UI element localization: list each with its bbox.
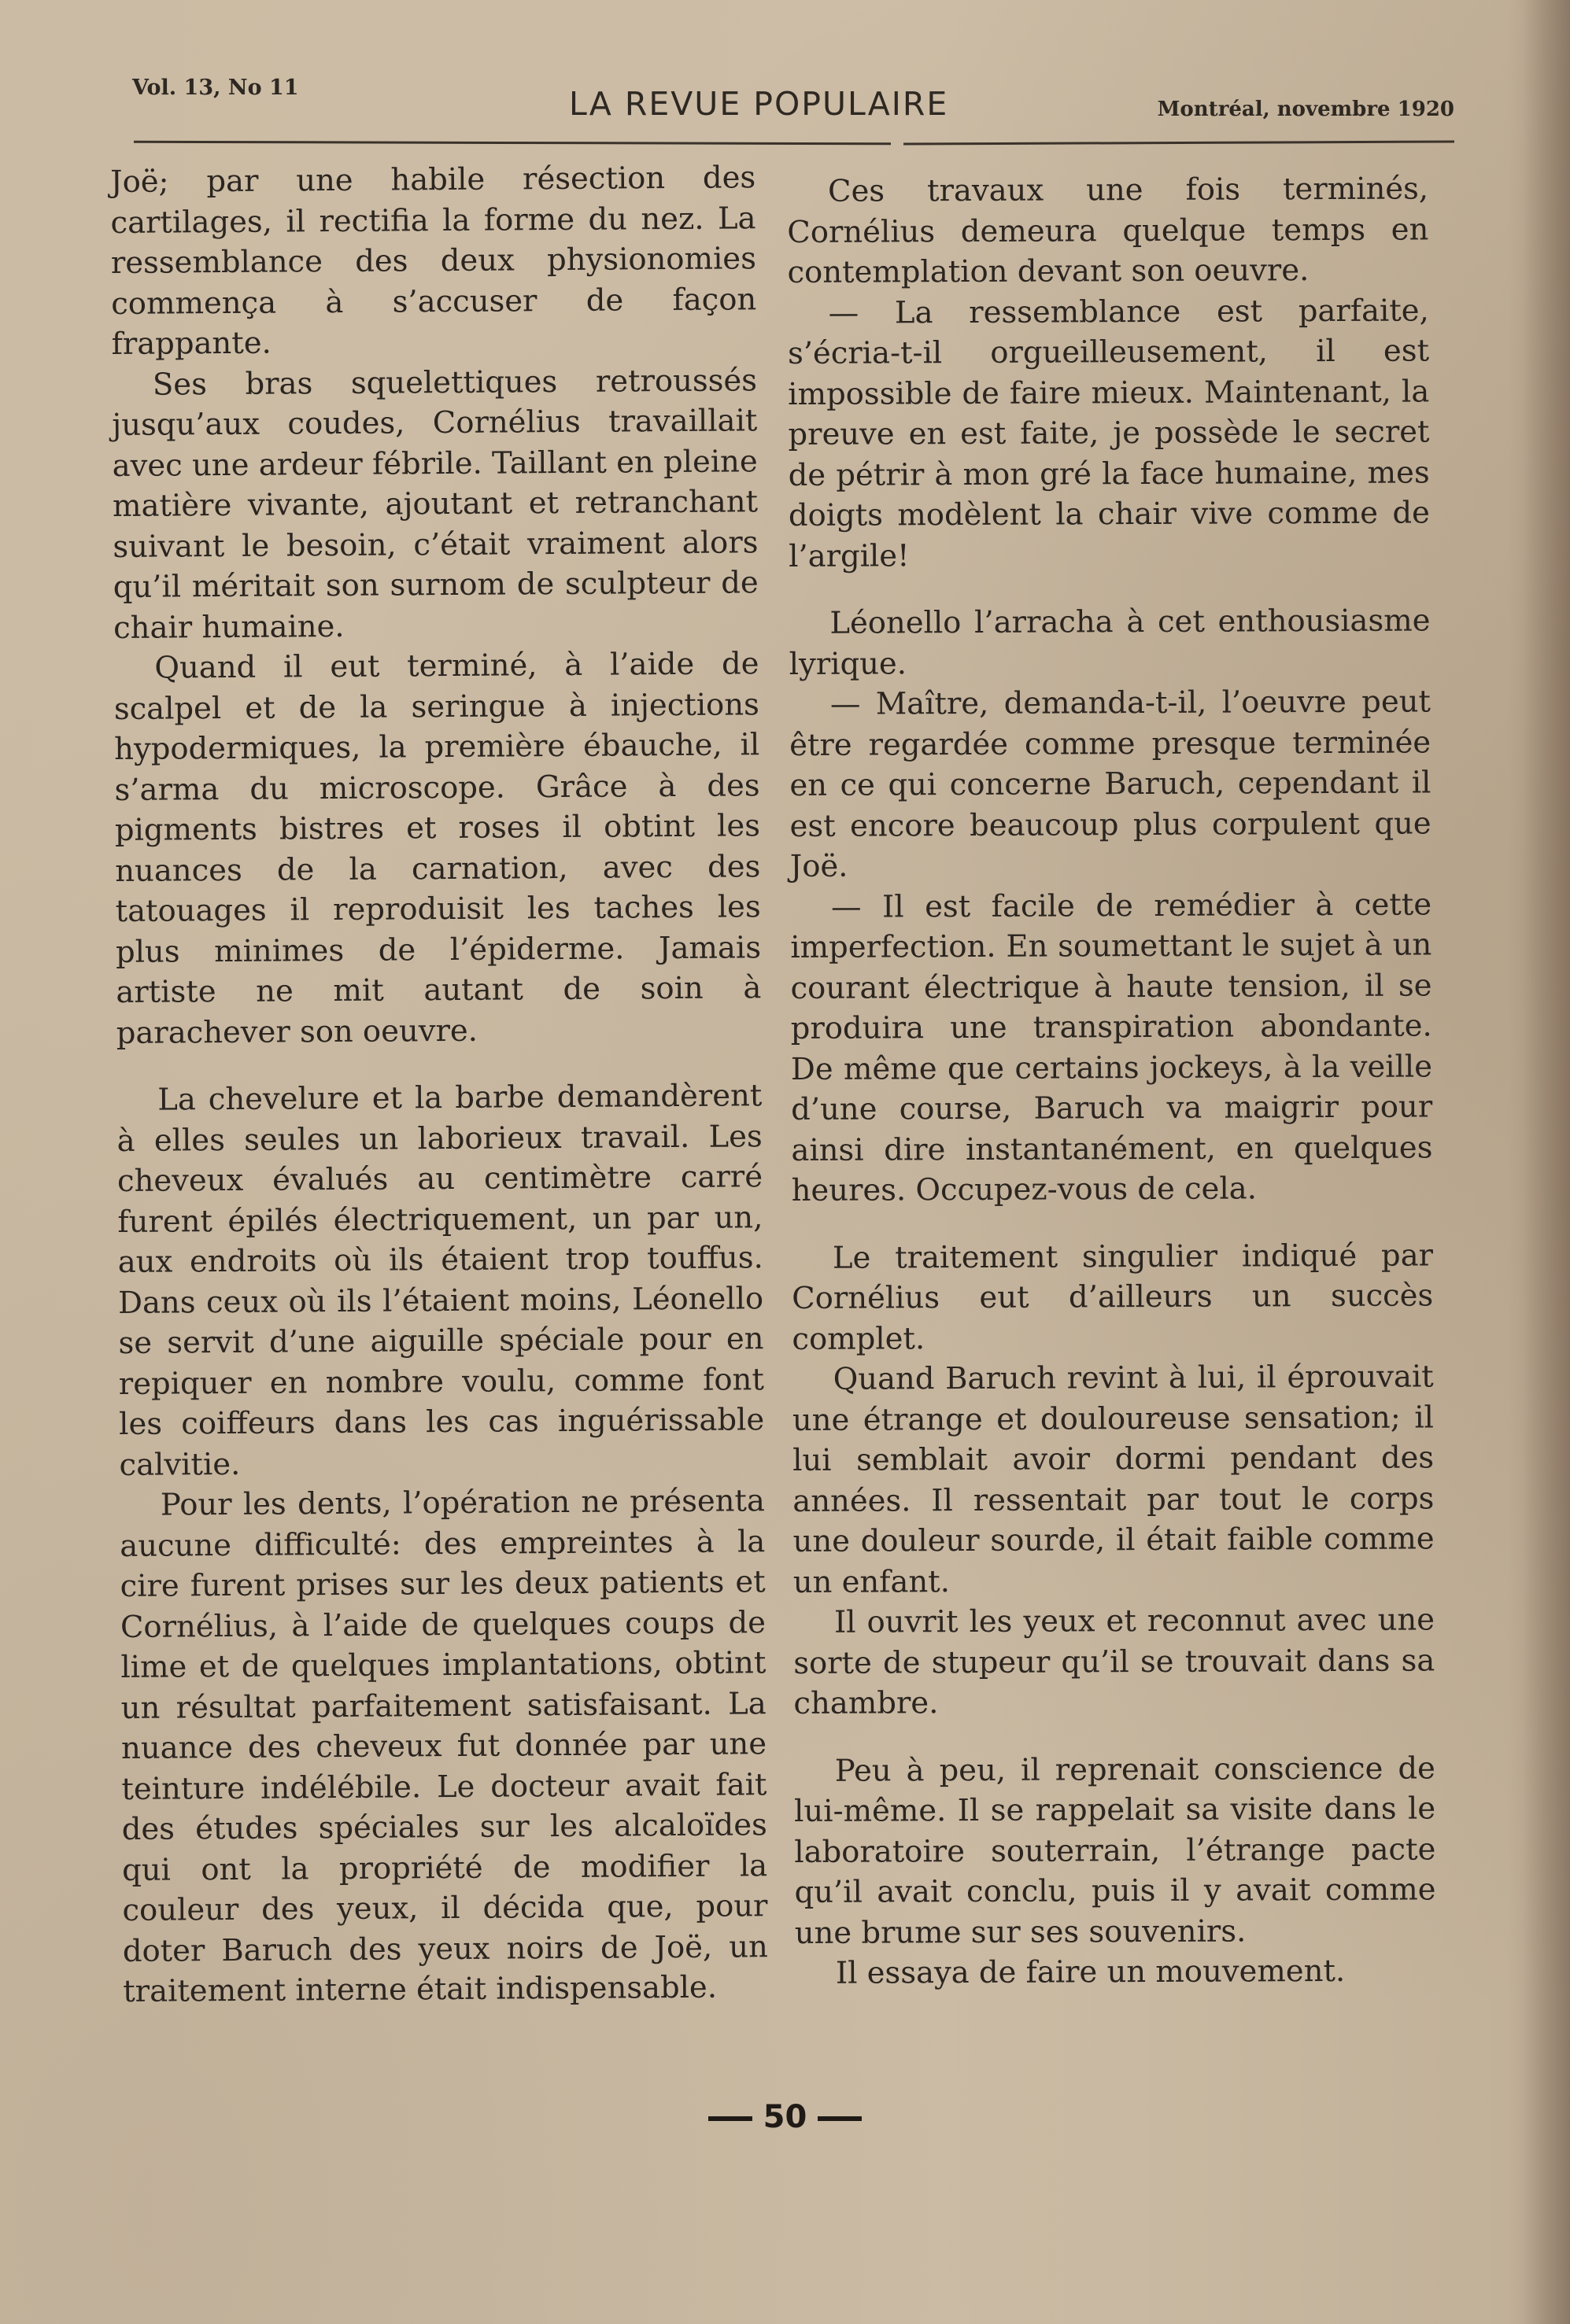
paragraph: Peu à peu, il reprenait conscience de lui-même. Il se rappelait sa visite dans le laboratoire souterrain, l’étrange pacte qu’il avait conclu, puis il y avait comme une brume sur ses souvenirs. — [793, 1750, 1436, 1951]
paragraph: Quand Baruch revint à lui, il éprouvait une étrange et douloureuse sensation; il lui semblait avoir dormi pendant des années. Il ressentait par tout le corps une douleur sourde, il était faible comme un enfant. — [792, 1359, 1435, 1600]
paragraph: Quand il eut terminé, à l’aide de scalpel et de la seringue à injections hypodermiques, la première ébauche, il s’arma du microscope. Grâce à des pigments bistres et roses il obtint les nuances de la carnation, avec des tatouages il reproduisit les taches les plus minimes de l’épiderme. Jamais artiste ne mit autant de soin à parachever son oeuvre. — [113, 646, 762, 1051]
folio-dash-left — [708, 2116, 752, 2121]
folio-dash-right — [818, 2116, 862, 2121]
page-number: 50 — [763, 2099, 807, 2135]
publication-title: LA REVUE POPULAIRE — [569, 85, 949, 123]
header-rule-right — [903, 140, 1454, 145]
paragraph: Il essaya de faire un mouvement. — [835, 1953, 1346, 1991]
paragraph: — Maître, demanda-t-il, l’oeuvre peut être regardée comme presque terminée en ce qui concerne Baruch, cependant il est encore beaucoup plus corpulent que Joë. — [789, 684, 1431, 884]
paragraph: — Il est facile de remédier à cette imperfection. En soumettant le sujet à un courant électrique à haute tension, il se produira une transpiration abondante. De même que certains jockeys, à la veille d’une course, Baruch va maigrir pour ainsi dire instantanément, en quelques heures. Occupez-vous de cela. — [790, 886, 1433, 1208]
header-rule-left — [134, 141, 891, 146]
paragraph: Le traitement singulier indiqué par Cornélius eut d’ailleurs un succès complet. — [792, 1237, 1434, 1357]
paragraph: — La ressemblance est parfaite, s’écria-t-il orgueilleusement, il est impossible de faire mieux. Maintenant, la preuve en est faite, je possède le secret de pétrir à mon gré la face humaine, mes doigts modèlent la chair vive comme de l’argile! — [787, 292, 1430, 574]
page-edge-shadow — [1523, 0, 1570, 2324]
paragraph: Pour les dents, l’opération ne présenta aucune difficulté: des empreintes à la cire furent prises sur les deux patients et Cornélius, à l’aide de quelques coups de lime et de quelques implantations, obtint un résultat parfaitement satisfaisant. La nuance des cheveux fut donnée par une teinture indélébile. Le docteur avait fait des études spéciales sur les alcaloïdes qui ont la propriété de modifier la couleur des yeux, il décida que, pour doter Baruch des yeux noirs de Joë, un traitement interne était indispensable. — [120, 1483, 769, 2009]
running-header — [132, 69, 1454, 140]
paragraph: La chevelure et la barbe demandèrent à elles seules un laborieux travail. Les cheveux évalués au centimètre carré furent épilés électriquement, un par un, aux endroits où ils étaient trop touffus. Dans ceux où ils l’étaient moins, Léonello se servit d’une aiguille spéciale pour en repiquer en nombre voulu, comme font les coiffeurs dans les cas inguérissable calvitie. — [116, 1078, 765, 1483]
left-column — [110, 157, 768, 2012]
paragraph: Ses bras squelettiques retroussés jusqu’aux coudes, Cornélius travaillait avec une ardeur fébrile. Taillant en pleine matière vivante, ajoutant et retranchant suivant le besoin, c’était vraiment alors qu’il méritait son surnom de sculpteur de chair humaine. — [112, 362, 759, 646]
page-footer — [0, 2099, 1570, 2135]
paragraph: Léonello l’arracha à cet enthousiasme lyrique. — [789, 603, 1431, 682]
volume-number: Vol. 13, No 11 — [132, 76, 299, 100]
paragraph: Ces travaux une fois terminés, Cornélius demeura quelque temps en contemplation devant son oeuvre. — [787, 171, 1429, 290]
right-column — [787, 168, 1436, 1994]
issue-date: Montréal, novembre 1920 — [1157, 98, 1454, 121]
paragraph: Joë; par une habile résection des cartilages, il rectifia la forme du nez. La ressemblance des deux physionomies commença à s’accuser de façon frappante. — [110, 160, 757, 362]
paragraph: Il ouvrit les yeux et reconnut avec une sorte de stupeur qu’il se trouvait dans sa chambre. — [793, 1602, 1435, 1721]
